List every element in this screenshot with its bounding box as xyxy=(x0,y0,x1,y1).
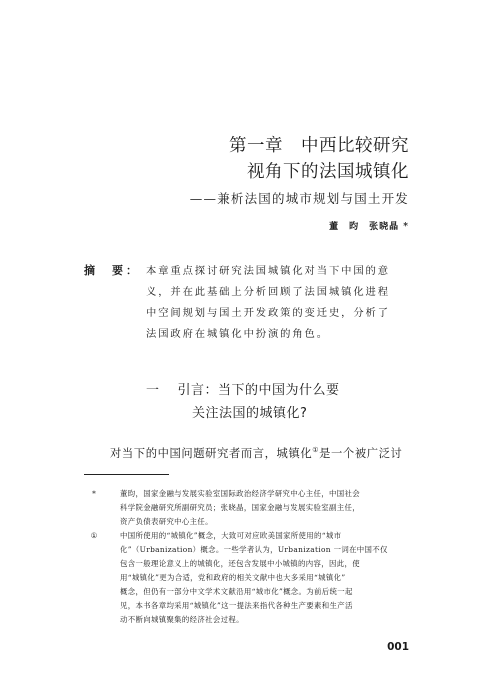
abstract-line: 法国政府在城镇化中扮演的角色。 xyxy=(146,328,329,340)
footnote-line: 中国所使用的“城镇化”概念，大致可对应欧美国家所使用的“城市 xyxy=(120,531,342,540)
chapter-title-line2: 视角下的法国城镇化 xyxy=(247,162,409,182)
footnote-line: 用“城镇化”更为合适，党和政府的相关文献中也大多采用“城镇化” xyxy=(120,573,346,582)
section-title-line1: 引言：当下的中国为什么要 xyxy=(177,383,340,398)
section-heading-line1 xyxy=(146,379,340,398)
footnote-divider xyxy=(84,474,169,475)
footnote-line: 资产负债表研究中心主任。 xyxy=(120,517,213,526)
footnote-author xyxy=(84,487,414,529)
footnote-mark: * xyxy=(92,489,96,498)
body-text-before: 对当下的中国问题研究者而言，城镇化 xyxy=(110,447,313,460)
body-paragraph xyxy=(110,445,402,461)
section-number: 一 xyxy=(146,383,160,398)
chapter-authors: 董 昀 张晓晶 * xyxy=(329,222,409,232)
footnote-line: 动不断向城镇聚集的经济社会过程。 xyxy=(120,615,244,624)
footnote-line: 董昀，国家金融与发展实验室国际政治经济学研究中心主任，中国社会 xyxy=(120,489,360,498)
abstract-label: 摘 要： xyxy=(84,264,140,277)
footnote-urbanization xyxy=(84,529,414,627)
page-number: 001 xyxy=(387,641,409,653)
footnote-line: 概念，但仍有一部分中文学术文献沿用“城市化”概念。为前后统一起 xyxy=(120,587,353,596)
footnote-line: 化”（Urbanization）概念。一些学者认为，Urbanization 一词在中国不仅 xyxy=(120,545,388,554)
abstract-line: 本章重点探讨研究法国城镇化对当下中国的意 xyxy=(146,265,390,277)
abstract-line: 中空间规划与国土开发政策的变迁史，分析了 xyxy=(146,307,390,319)
section-title-line2: 关注法国的城镇化? xyxy=(192,406,308,421)
abstract-line: 义，并在此基础上分析回顾了法国城镇化进程 xyxy=(146,286,390,298)
footnote-mark: ① xyxy=(90,531,98,540)
abstract-body xyxy=(146,261,410,345)
chapter-title-line1: 第一章 中西比较研究 xyxy=(229,136,409,156)
chapter-subtitle: ——兼析法国的城市规划与国土开发 xyxy=(189,191,409,206)
footnote-ref[interactable]: ① xyxy=(312,446,320,455)
footnote-line: 见，本书各章均采用“城镇化”这一提法来指代各种生产要素和生产活 xyxy=(120,601,353,610)
footnote-line: 包含一般理论意义上的城镇化，还包含发展中小城镇的内容，因此，使 xyxy=(120,559,360,568)
footnote-line: 科学院金融研究所副研究员；张晓晶，国家金融与发展实验室副主任， xyxy=(120,503,360,512)
body-text-after: 是一个被广泛讨 xyxy=(319,447,403,460)
